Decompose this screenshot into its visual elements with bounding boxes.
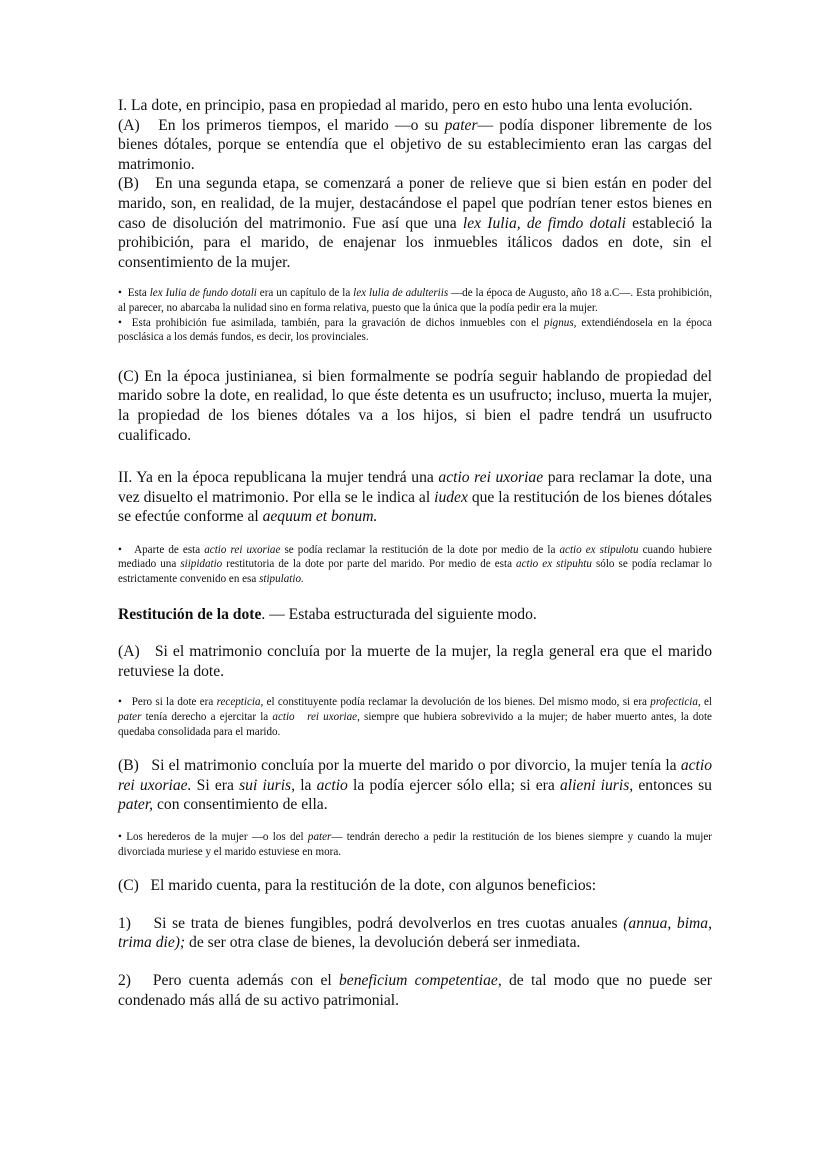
text-run: estableció la prohibición, para el marido, de enajenar los inmuebles itálicos dados en dote, sin el consentimiento de la mujer. bbox=[118, 214, 713, 271]
paragraph-restitucion-A bbox=[118, 642, 712, 681]
italic-text: lex Iulia de fundo dotali bbox=[149, 287, 257, 300]
text-run: la bbox=[295, 776, 317, 794]
text-run: (C) En la época justinianea, si bien formalmente se podría seguir hablando de propiedad del marido sobre la dote, en realidad, lo que éste detenta es un usufructo; incluso, muerta la mujer, la propiedad de los bienes dótales va a los hijos, si bien el padre tendrá un usufructo cualificado. bbox=[118, 367, 712, 444]
italic-text: actio rei uxoriae, bbox=[272, 711, 360, 724]
text-run: , de tal modo que no puede ser condenado más allá de su activo patrimonial. bbox=[118, 971, 712, 1009]
paragraph-I-intro bbox=[118, 96, 712, 116]
text-run: con consentimiento de ella. bbox=[153, 796, 328, 814]
text-run: I. La dote, en principio, pasa en propiedad al marido, pero en esto hubo una lenta evolución. bbox=[118, 97, 693, 114]
text-run: de ser otra clase de bienes, la devolución deberá ser inmediata. bbox=[185, 934, 581, 952]
text-run: el bbox=[700, 696, 712, 709]
paragraph-I-C bbox=[118, 367, 712, 445]
text-run: entonces su bbox=[633, 776, 712, 794]
text-run: cuando hubiere mediado una bbox=[118, 543, 712, 571]
italic-text: actio ex stipulotu bbox=[559, 543, 639, 556]
italic-text: actio rei uxoriae. bbox=[118, 757, 712, 794]
italic-text: (annua, bima, trima die); bbox=[118, 914, 713, 952]
text-run: . — Estaba estructurada del siguiente modo. bbox=[261, 605, 537, 623]
italic-text: actio rei uxoriae bbox=[438, 469, 544, 487]
text-run: Si era bbox=[191, 776, 240, 794]
italic-text: stipulatio. bbox=[259, 573, 304, 586]
italic-text: pater bbox=[444, 116, 478, 134]
text-run: • Esta prohibición fue asimilada, también, para la gravación de dichos inmuebles con el bbox=[118, 316, 545, 329]
italic-text: actio rei uxoriae bbox=[204, 543, 281, 556]
text-run: el constituyente podía reclamar la devolución de los bienes. Del mismo modo, si era bbox=[263, 696, 651, 709]
text-run: — tendrán derecho a pedir la restitución de los bienes siempre y cuando la mujer divorciada muriese y el marido estuviese en mora. bbox=[118, 831, 712, 858]
note-herederos bbox=[118, 830, 712, 859]
document-page bbox=[118, 96, 712, 1010]
text-run: —de la época de Augusto, año 18 a.C—. Esta prohibición, al parecer, no abarcaba la nulidad sino en forma relativa, puesto que la única que la podía pedir era la mujer. bbox=[118, 287, 712, 314]
text-run: que la restitución de los bienes dótales se efectúe conforme al bbox=[118, 488, 712, 526]
bold-text: Restitución de la dote bbox=[118, 605, 262, 623]
text-run: • Esta bbox=[118, 287, 150, 300]
italic-text: pignus, bbox=[544, 316, 577, 329]
section-heading-restitucion bbox=[118, 605, 712, 625]
text-run: siempre que hubiera sobrevivido a la mujer; de haber muerto antes, la dote quedaba consolidada para el marido. bbox=[118, 711, 712, 738]
text-run: 1) Si se trata de bienes fungibles, podrá devolverlos en tres cuotas anuales bbox=[118, 914, 624, 932]
italic-text: iudex bbox=[434, 488, 468, 506]
text-run: (A) En los primeros tiempos, el marido —o su bbox=[118, 116, 445, 134]
text-run: la podía ejercer sólo ella; si era bbox=[347, 776, 560, 794]
text-run: (B) Si el matrimonio concluía por la muerte del marido o por divorcio, la mujer tenía la bbox=[118, 757, 681, 775]
paragraph-beneficio-1 bbox=[118, 914, 712, 953]
italic-text: pater bbox=[307, 831, 332, 843]
text-run: se podía reclamar la restitución de la dote por medio de la bbox=[280, 543, 560, 556]
italic-text: lex lulia de adulteriis bbox=[353, 287, 449, 300]
note-lex-iulia bbox=[118, 286, 712, 315]
italic-text: actio ex stipuhtu bbox=[516, 558, 592, 571]
paragraph-I-B bbox=[118, 174, 712, 272]
italic-text: alieni iuris, bbox=[559, 776, 634, 794]
text-run: extendiéndosela en la época posclásica a los demás fundos, es decir, los provinciales. bbox=[118, 316, 712, 344]
text-run: para reclamar la dote, una vez disuelto el matrimonio. Por ella se le indica al bbox=[118, 469, 712, 506]
italic-text: pater, bbox=[118, 796, 154, 814]
text-run: (B) En una segunda etapa, se comenzará a poner de relieve que si bien están en poder del marido, son, en realidad, de la mujer, destacándose el papel que podrían tener estos bienes en caso de disolución del matrimonio. Fue así que una bbox=[118, 175, 712, 232]
paragraph-beneficio-2 bbox=[118, 971, 712, 1010]
italic-text: recepticia, bbox=[216, 696, 264, 709]
text-run: • Los herederos de la mujer —o los del bbox=[118, 831, 308, 843]
italic-text: siipidatio bbox=[180, 558, 223, 571]
note-pignus bbox=[118, 316, 712, 345]
italic-text: aequum et bonum. bbox=[262, 508, 378, 526]
text-run: (C) El marido cuenta, para la restitución de la dote, con algunos beneficios: bbox=[118, 877, 597, 895]
text-run: era un capítulo de la bbox=[256, 287, 354, 300]
paragraph-restitucion-C bbox=[118, 876, 712, 896]
italic-text: profecticia, bbox=[650, 696, 701, 709]
paragraph-restitucion-B bbox=[118, 756, 712, 815]
italic-text: beneficium competentiae bbox=[339, 971, 498, 989]
text-run: II. Ya en la época republicana la mujer tendrá una bbox=[118, 469, 439, 487]
text-run: (A) Si el matrimonio concluía por la muerte de la mujer, la regla general era que el marido retuviese la dote. bbox=[118, 643, 712, 680]
text-run: sólo se podía reclamar lo estrictamente convenido en esa bbox=[118, 558, 712, 586]
paragraph-I-A bbox=[118, 116, 712, 175]
italic-text: sui iuris, bbox=[239, 776, 295, 794]
italic-text: lex Iulia, de fimdo dotali bbox=[462, 214, 626, 232]
note-recepticia bbox=[118, 695, 712, 739]
text-run: restitutoria de la dote por parte del marido. Por medio de esta bbox=[222, 558, 517, 571]
note-actio-ex-stipulatu bbox=[118, 543, 712, 587]
text-run: • Pero si la dote era bbox=[118, 696, 217, 709]
text-run: — podía disponer libremente de los bienes dótales, porque se entendía que el objetivo de su establecimiento eran las cargas del matrimonio. bbox=[118, 116, 712, 173]
text-run: tenía derecho a ejercitar la bbox=[141, 711, 273, 724]
italic-text: actio bbox=[316, 776, 348, 794]
paragraph-II bbox=[118, 468, 712, 527]
text-run: • Aparte de esta bbox=[118, 543, 205, 556]
italic-text: pater bbox=[118, 711, 142, 724]
text-run: 2) Pero cuenta además con el bbox=[118, 971, 339, 989]
